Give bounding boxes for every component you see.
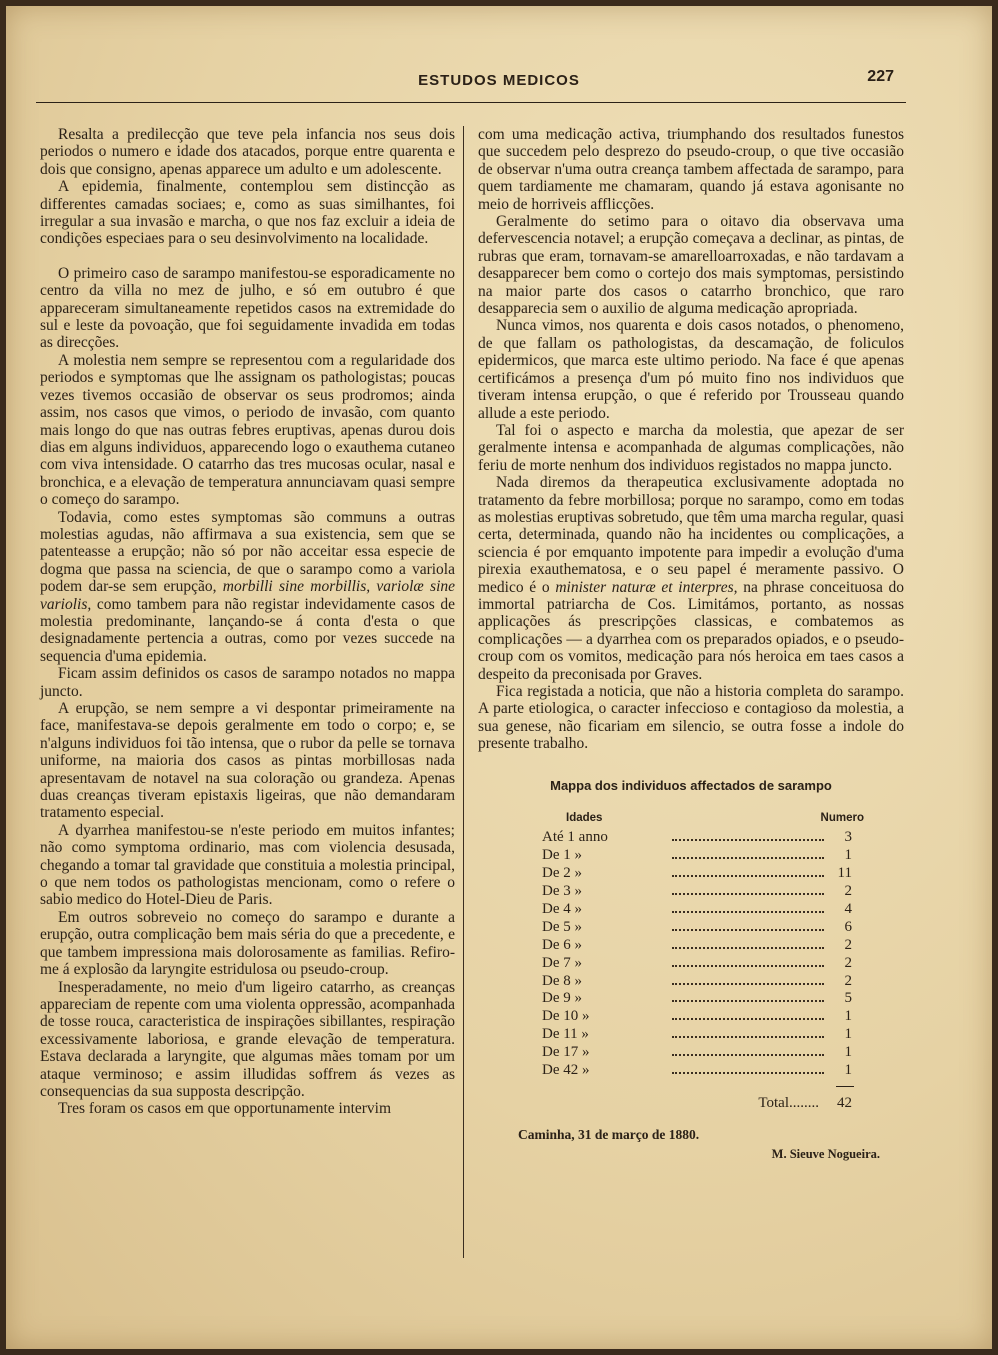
age-cell: De 1 » — [542, 847, 582, 864]
table-row — [478, 1044, 904, 1062]
table-row — [478, 955, 904, 973]
leader-dots — [672, 1072, 824, 1074]
paragraph: A molestia nem sempre se representou com a regularidade dos periodos e symptomas que lhe assignam os pathologistas; poucas vezes tivemos occasião de observar os seus prodromos; ainda assim, nos casos que vimos, o periodo de invasão, com quanto mais longo do que nas outras febres eruptivas, apenas durou dois dias em alguns individuos, apparecendo logo o exauthema cutaneo com viva intensidade. O catarrho das tres mucosas ocular, nasal e bronchica, e a elevação de temperatura annunciavam quasi sempre o começo do sarampo. — [40, 351, 455, 509]
number-cell: 1 — [844, 1008, 852, 1025]
leader-dots — [672, 1054, 824, 1056]
paragraph: Ficam assim definidos os casos de sarampo notados no mappa juncto. — [40, 665, 455, 700]
number-cell: 2 — [844, 954, 852, 971]
paragraph: Tal foi o aspecto e marcha da molestia, que apezar de ser geralmente intensa e acompanhada de algumas complicações, não feriu de morte nenhum dos individuos registados no mappa juncto. — [478, 421, 904, 474]
right-column — [478, 126, 904, 1163]
paragraph — [40, 509, 455, 666]
table-row — [478, 937, 904, 955]
paragraph: A epidemia, finalmente, contemplou sem distincção as differentes camadas sociaes; e, como as suas similhantes, foi irregular a sua invasão e marcha, o que nos faz excluir a ideia de condições especiaes para o seu desinvolvimento na localidade. — [40, 178, 455, 248]
age-cell: De 11 » — [542, 1026, 589, 1043]
journal-page — [6, 6, 992, 1349]
table-body — [478, 829, 904, 1079]
paragraph: Tres foram os casos em que opportunamente intervim — [58, 1100, 392, 1118]
table-row — [478, 1062, 904, 1080]
column-header-number: Numero — [820, 812, 864, 825]
paragraph — [478, 474, 904, 683]
total-label: Total........ — [758, 1094, 819, 1111]
paragraph: Geralmente do setimo para o oitavo dia observava uma defervescencia notavel; a erupção começava a declinar, as pintas, de rubras que eram, tornavam-se amarelloarroxadas, e não tardavam a desapparecer bem como o cortejo dos mais symptomas, persistindo na maior parte dos casos o catarrho bronchico, que raro desapparecia sem o auxilio de alguma medicação apropriada. — [478, 213, 904, 318]
paragraph: Resalta a predilecção que teve pela infancia nos seus dois periodos o numero e idade dos atacados, porque entre quarenta e dois que consigno, apenas apparece um adulto e um adolescente. — [40, 126, 455, 178]
age-cell: De 42 » — [542, 1062, 590, 1079]
leader-dots — [672, 1036, 824, 1038]
paragraph-text: Todavia, como estes symptomas são communs a outras molestias agudas, não affirmava a sua existencia, sem que se patenteasse a erupção; não só por não acceitar essa especie de dogma que passa na sciencia, de que o sarampo como a variola podem dar-se sem erupção, — [40, 508, 455, 596]
paragraph: Nunca vimos, nos quarenta e dois casos notados, o phenomeno, de que fallam os pathologistas, da descamação, de foliculos epidermicos, que marca este ultimo periodo. Na face é que apenas certificámos a presença d'um pó muito fino nos individuos que tiveram intensa erupção, o que é referido por Trousseau quando allude a este periodo. — [478, 317, 904, 422]
table-row — [478, 919, 904, 937]
table-row — [478, 1008, 904, 1026]
number-cell: 1 — [844, 1044, 852, 1061]
running-title: ESTUDOS MEDICOS — [418, 72, 580, 89]
table-row — [478, 901, 904, 919]
table-row — [478, 829, 904, 847]
age-cell: De 7 » — [542, 954, 582, 971]
column-header-age: Idades — [566, 812, 603, 825]
age-cell: De 3 » — [542, 883, 582, 900]
leader-dots — [672, 1000, 824, 1002]
dateline: Caminha, 31 de março de 1880. — [518, 1127, 700, 1143]
header-rule — [36, 102, 906, 103]
column-divider — [463, 126, 464, 1258]
age-cell: De 10 » — [542, 1008, 590, 1025]
age-cell: De 2 » — [542, 865, 582, 882]
table-row — [478, 847, 904, 865]
paragraph: O primeiro caso de sarampo manifestou-se esporadicamente no centro da villa no mez de julho, e só em outubro é que appareceram simultaneamente repetidos casos na extremidade do sul e leste da povoação, que foi seguidamente invadida em todas as direcções. — [40, 264, 455, 352]
table-header — [478, 810, 904, 827]
table-row — [478, 1026, 904, 1044]
leader-dots — [672, 875, 824, 877]
paragraph: A dyarrhea manifestou-se n'este periodo em muitos infantes; não como symptoma ordinario, mas com violencia desusada, chegando a tomar tal gravidade que constituia a molestia principal, o que nem todos os pathologistas mencionam, como o refere o sabio medico do Hotel-Dieu de Paris. — [40, 821, 455, 909]
latin-phrase: minister naturæ et interpres, — [555, 578, 738, 596]
table-row — [478, 865, 904, 883]
table-row — [478, 973, 904, 991]
number-cell: 11 — [837, 865, 852, 882]
age-cell: Até 1 anno — [542, 829, 608, 846]
latin-phrase: morbilli sine morbillis, variolæ sine variolis, — [40, 578, 455, 613]
paragraph: Fica registada a noticia, que não a historia completa do sarampo. A parte etiologica, o caracter infeccioso e contagioso da molestia, a sua genese, não ficariam em silencio, se outra fosse a indole do presente trabalho. — [478, 683, 904, 753]
total-row — [478, 1095, 904, 1112]
number-cell: 1 — [844, 1026, 852, 1043]
leader-dots — [672, 1018, 824, 1020]
page-number: 227 — [867, 68, 894, 85]
paragraph-text: na phrase conceituosa do immortal patriarcha de Cos. Limitámos, portanto, as nossas applicações ás prescripções classicas, e combatemos as complicações — a dyarrhea com os preparados opiados, e o pseudo-croup com os vomitos, medicação para nós heroica em taes casos a despeito da preconisada por Graves. — [478, 578, 905, 683]
leader-dots — [672, 983, 824, 985]
leader-dots — [672, 965, 824, 967]
paragraph-text: como tambem para não registar indevidamente casos de molestia predominante, lançando-se á conta d'esta o que designadamente pertencia a outras, como por vezes succede na sequencia d'uma epidemia. — [40, 595, 456, 665]
leader-dots — [672, 857, 824, 859]
paragraph: com uma medicação activa, triumphando dos resultados funestos que succedem pelo desprezo do pseudo-croup, o que tive occasião de observar n'uma outra creança tambem affectada de sarampo, para quem tardiamente me chamaram, quando já estava agonisante no meio de horriveis afflicções. — [478, 126, 904, 213]
leader-dots — [672, 911, 824, 913]
author-signature: M. Sieuve Nogueira. — [771, 1146, 880, 1161]
age-cell: De 17 » — [542, 1044, 590, 1061]
number-cell: 2 — [844, 936, 852, 953]
leader-dots — [672, 839, 824, 841]
age-cell: De 4 » — [542, 901, 582, 917]
age-cell: De 5 » — [542, 918, 582, 935]
left-column — [40, 126, 455, 1118]
age-cell: De 9 » — [542, 990, 582, 1007]
paragraph-text: Nada diremos da therapeutica exclusivamente adoptada no tratamento da febre morbillosa; porque no sarampo, como em todas as molestias eruptivas sobretudo, que têm uma marcha regular, quasi certa, determinada, quando não ha incidentes ou complicações, a sciencia é por emquanto impotente para impedir a evolução d'uma pirexia exauthematosa, e o seu papel é meramente passivo. O medico é o — [478, 474, 904, 596]
leader-dots — [672, 893, 824, 895]
number-cell: 2 — [844, 972, 852, 989]
paragraph: Em outros sobreveio no começo do sarampo e durante a erupção, outra complicação bem mais séria do que a precedente, e que tambem impressiona mais dolorosamente as familias. Refiro-me á explosão da laryngite estridulosa ou pseudo-croup. — [40, 908, 455, 979]
age-cell: De 6 » — [542, 936, 582, 953]
age-cell: De 8 » — [542, 972, 582, 989]
number-cell: 1 — [844, 1062, 852, 1079]
number-cell: 5 — [844, 990, 852, 1007]
leader-dots — [672, 947, 824, 949]
paragraph: A erupção, se nem sempre a vi despontar primeiramente na face, manifestava-se depois geralmente em todo o corpo; e, se n'alguns individuos foi tão intensa, que o rubor da pelle se tornava uniforme, na maioria dos casos as pintas morbillosas nada apresentavam de notavel na sua coloração ou grandeza. Apenas duas creanças tiveram epistaxis ligeiras, que não demandaram tratamento especial. — [40, 700, 455, 822]
number-cell: 3 — [844, 829, 852, 846]
number-cell: 2 — [844, 883, 852, 900]
table-title: Mappa dos individuos affectados de sarampo — [550, 777, 832, 793]
sum-rule — [836, 1086, 854, 1087]
total-value: 42 — [837, 1094, 852, 1111]
paragraph: Inesperadamente, no meio d'um ligeiro catarrho, as creanças appareciam de repente com uma violenta oppressão, acompanhada de tosse rouca, caracteristica de inspirações sibillantes, respiração excessivamente laboriosa, e grande elevação de temperatura. Estava declarada a laryngite, que algumas mães tomam por um ataque verminoso; e assim illudidas soffrem ás vezes as consequencias da sua supposta descripção. — [40, 978, 455, 1100]
number-cell: 4 — [844, 901, 852, 917]
table-row — [478, 883, 904, 901]
number-cell: 1 — [844, 847, 852, 864]
table-row — [478, 990, 904, 1008]
number-cell: 6 — [844, 918, 852, 935]
leader-dots — [672, 929, 824, 931]
